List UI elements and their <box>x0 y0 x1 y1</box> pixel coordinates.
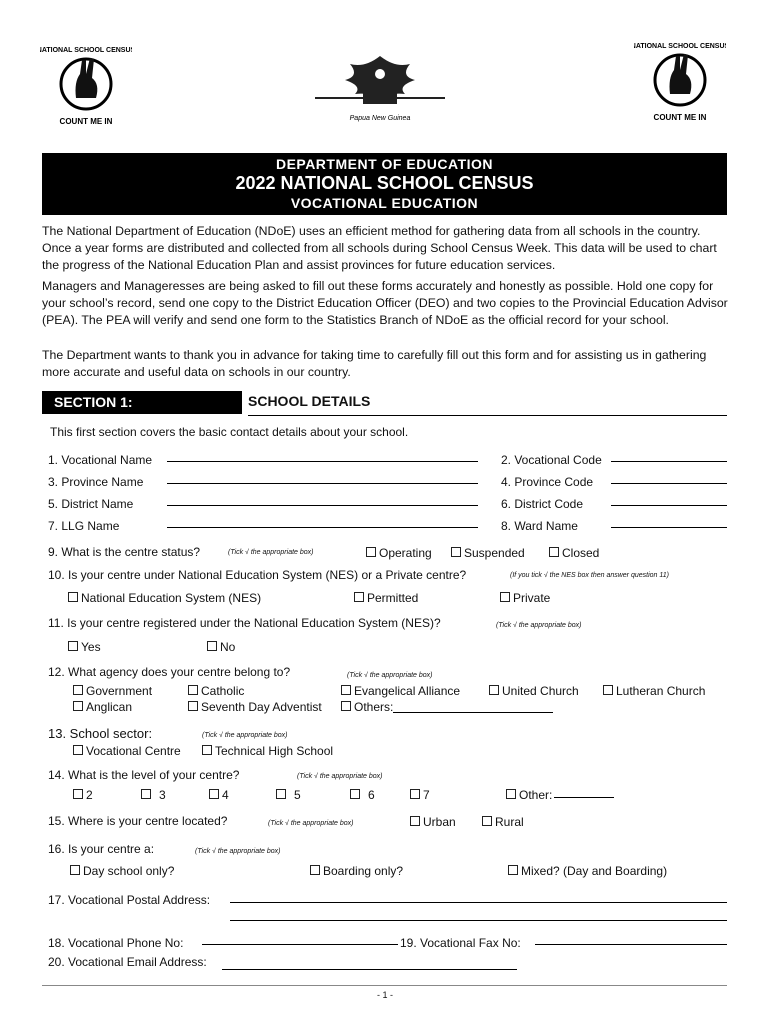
section-label: SECTION 1: <box>42 391 242 414</box>
fax-label: 19. Vocational Fax No: <box>400 936 521 950</box>
district-name-label: 5. District Name <box>48 497 134 511</box>
section-rule <box>248 415 727 416</box>
province-name-field[interactable] <box>167 483 478 484</box>
checkbox-icon[interactable] <box>73 789 83 799</box>
q12-option-evangelical[interactable]: Evangelical Alliance <box>341 684 460 698</box>
district-code-field[interactable] <box>611 505 727 506</box>
q12-option-sda[interactable]: Seventh Day Adventist <box>188 700 322 714</box>
right-logo-top-text: NATIONAL SCHOOL CENSUS <box>634 43 726 50</box>
q12-option-lutheran[interactable]: Lutheran Church <box>603 684 705 698</box>
department-heading: DEPARTMENT OF EDUCATION <box>275 156 494 172</box>
q10-question: 10. Is your centre under National Education System (NES) or a Private centre? <box>48 568 467 582</box>
q14-other-field[interactable] <box>554 797 614 798</box>
llg-name-field[interactable] <box>167 527 478 528</box>
district-code-label: 6. District Code <box>501 497 584 511</box>
q14-option-6[interactable]: 6 <box>350 788 375 802</box>
q11-option-no[interactable]: No <box>207 640 235 654</box>
q9-question: 9. What is the centre status? <box>48 545 201 559</box>
vocational-name-label: 1. Vocational Name <box>48 453 153 467</box>
q12-hint: (Tick √ the appropriate box) <box>347 672 433 679</box>
checkbox-icon[interactable] <box>410 789 420 799</box>
q12-option-anglican[interactable]: Anglican <box>73 700 132 714</box>
checkbox-icon[interactable] <box>276 789 286 799</box>
q12-option-united-church[interactable]: United Church <box>489 684 579 698</box>
postal-address-label: 17. Vocational Postal Address: <box>48 893 211 907</box>
q16-option-day[interactable]: Day school only? <box>70 864 174 878</box>
q15-hint: (Tick √ the appropriate box) <box>268 820 354 827</box>
checkbox-icon[interactable] <box>549 547 559 557</box>
q14-question: 14. What is the level of your centre? <box>48 768 240 782</box>
email-label: 20. Vocational Email Address: <box>48 955 207 969</box>
checkbox-icon[interactable] <box>500 592 510 602</box>
checkbox-icon[interactable] <box>73 685 83 695</box>
district-name-field[interactable] <box>167 505 478 506</box>
q12-option-catholic[interactable]: Catholic <box>188 684 244 698</box>
checkbox-icon[interactable] <box>341 685 351 695</box>
checkbox-icon[interactable] <box>341 701 351 711</box>
q16-question: 16. Is your centre a: <box>48 842 155 856</box>
q11-question: 11. Is your centre registered under the National Education System (NES)? <box>48 616 441 630</box>
checkbox-icon[interactable] <box>70 865 80 875</box>
right-logo-bottom-text: COUNT ME IN <box>653 113 707 122</box>
checkbox-icon[interactable] <box>350 789 360 799</box>
checkbox-icon[interactable] <box>188 701 198 711</box>
q14-option-7[interactable]: 7 <box>410 788 430 802</box>
census-logo-left <box>40 38 132 130</box>
q13-option-technical[interactable]: Technical High School <box>202 744 333 758</box>
vocational-name-field[interactable] <box>167 461 478 462</box>
census-title: 2022 NATIONAL SCHOOL CENSUS <box>235 173 534 193</box>
title-banner <box>42 153 727 215</box>
province-code-field[interactable] <box>611 483 727 484</box>
png-emblem <box>305 48 455 128</box>
checkbox-icon[interactable] <box>73 745 83 755</box>
q9-option-operating[interactable]: Operating <box>366 546 432 560</box>
q12-option-government[interactable]: Government <box>73 684 152 698</box>
checkbox-icon[interactable] <box>202 745 212 755</box>
q14-option-5[interactable]: 5 <box>276 788 301 802</box>
ward-name-label: 8. Ward Name <box>501 519 578 533</box>
page-number: - 1 - <box>376 990 393 1000</box>
q11-option-yes[interactable]: Yes <box>68 640 101 654</box>
checkbox-icon[interactable] <box>188 685 198 695</box>
checkbox-icon[interactable] <box>489 685 499 695</box>
checkbox-icon[interactable] <box>310 865 320 875</box>
emblem-caption: Papua New Guinea <box>349 115 411 122</box>
checkbox-icon[interactable] <box>366 547 376 557</box>
email-field[interactable] <box>222 969 517 970</box>
q14-option-2[interactable]: 2 <box>73 788 93 802</box>
intro-paragraph-2: Managers and Manageresses are being asked to fill out these forms accurately and honestly as possible. Hold one copy for your school’s record, send one copy to the District Education Officer (DEO) and two copies to the Provincial Education Advisor (PEA). The PEA will verify and send one form to the Statistics Branch of NDoE as the official record for your school. <box>42 279 728 327</box>
phone-label: 18. Vocational Phone No: <box>48 936 184 950</box>
province-name-label: 3. Province Name <box>48 475 144 489</box>
checkbox-icon[interactable] <box>73 701 83 711</box>
q9-option-closed[interactable]: Closed <box>549 546 599 560</box>
intro-paragraph-3: The Department wants to thank you in advance for taking time to carefully fill out this form and for assisting us in gathering more accurate and useful data on schools in our country. <box>42 348 707 379</box>
postal-address-field-1[interactable] <box>230 902 727 903</box>
q10-option-nes[interactable]: National Education System (NES) <box>68 591 261 605</box>
phone-field[interactable] <box>202 944 398 945</box>
census-logo-right <box>634 34 726 126</box>
checkbox-icon[interactable] <box>482 816 492 826</box>
q16-option-mixed[interactable]: Mixed? (Day and Boarding) <box>508 864 667 878</box>
checkbox-icon[interactable] <box>508 865 518 875</box>
left-logo-bottom-text: COUNT ME IN <box>59 117 113 126</box>
province-code-label: 4. Province Code <box>501 475 594 489</box>
q15-option-urban[interactable]: Urban <box>410 815 456 829</box>
q10-hint: (If you tick √ the NES box then answer question 11) <box>510 572 669 579</box>
q12-others-field[interactable] <box>393 712 553 713</box>
q16-option-boarding[interactable]: Boarding only? <box>310 864 403 878</box>
q12-question: 12. What agency does your centre belong to? <box>48 665 291 679</box>
vocational-code-label: 2. Vocational Code <box>501 453 602 467</box>
checkbox-icon[interactable] <box>603 685 613 695</box>
q12-option-others[interactable]: Others: <box>341 700 393 714</box>
ward-name-field[interactable] <box>611 527 727 528</box>
checkbox-icon[interactable] <box>68 592 78 602</box>
checkbox-icon[interactable] <box>209 789 219 799</box>
checkbox-icon[interactable] <box>410 816 420 826</box>
q16-hint: (Tick √ the appropriate box) <box>195 848 281 855</box>
vocational-code-field[interactable] <box>611 461 727 462</box>
census-subtitle: VOCATIONAL EDUCATION <box>290 195 479 211</box>
q9-option-suspended[interactable]: Suspended <box>451 546 525 560</box>
checkbox-icon[interactable] <box>451 547 461 557</box>
q14-option-4[interactable]: 4 <box>209 788 229 802</box>
llg-name-label: 7. LLG Name <box>48 519 120 533</box>
checkbox-icon[interactable] <box>68 641 78 651</box>
checkbox-icon[interactable] <box>207 641 217 651</box>
intro-paragraph-1: The National Department of Education (NDoE) uses an efficient method for gathering data from all schools in the country. Once a year forms are distributed and collected from all schools during School Census Week. This data will be used to chart the progress of the National Education Plan and assist provinces for future education services. <box>42 224 717 272</box>
q14-option-3[interactable]: 3 <box>141 788 166 802</box>
q9-hint: (Tick √ the appropriate box) <box>228 549 314 556</box>
q13-question: 13. School sector: <box>48 726 153 741</box>
q10-option-permitted[interactable]: Permitted <box>354 591 418 605</box>
q14-option-other[interactable]: Other: <box>506 788 552 802</box>
q13-option-vocational[interactable]: Vocational Centre <box>73 744 181 758</box>
section-description: This first section covers the basic contact details about your school. <box>50 425 409 439</box>
checkbox-icon[interactable] <box>354 592 364 602</box>
q15-option-rural[interactable]: Rural <box>482 815 524 829</box>
fax-field[interactable] <box>535 944 727 945</box>
q15-question: 15. Where is your centre located? <box>48 814 228 828</box>
q11-hint: (Tick √ the appropriate box) <box>496 622 582 629</box>
checkbox-icon[interactable] <box>141 789 151 799</box>
section-title: SCHOOL DETAILS <box>248 393 371 409</box>
checkbox-icon[interactable] <box>506 789 516 799</box>
q14-hint: (Tick √ the appropriate box) <box>297 773 383 780</box>
footer-rule <box>42 985 727 986</box>
postal-address-field-2[interactable] <box>230 920 727 921</box>
q10-option-private[interactable]: Private <box>500 591 550 605</box>
left-logo-top-text: NATIONAL SCHOOL CENSUS <box>40 47 132 54</box>
q13-hint: (Tick √ the appropriate box) <box>202 732 288 739</box>
